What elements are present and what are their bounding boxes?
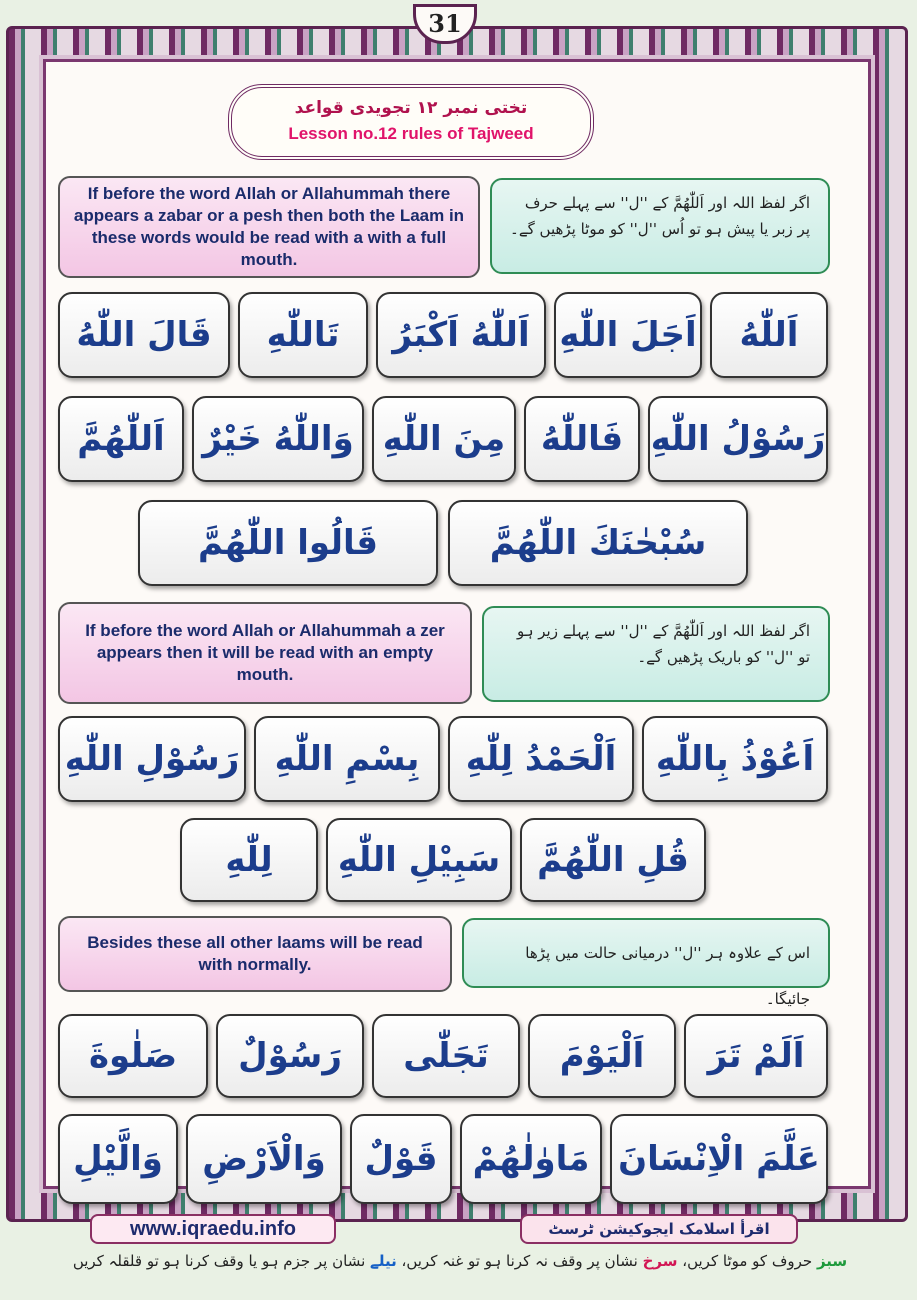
trust-name: اقرأ اسلامک ایجوکیشن ٹرسٹ bbox=[520, 1214, 798, 1244]
rule2-english: If before the word Allah or Allahummah a zer appears then it will be read with an empty mouth. bbox=[58, 602, 472, 704]
legend-green: سبز bbox=[816, 1252, 848, 1270]
rule3-english: Besides these all other laams will be read with normally. bbox=[58, 916, 452, 992]
word-card: تَاللّٰهِ bbox=[238, 292, 368, 378]
lesson-title-urdu: تختی نمبر ۱۲ تجویدی قواعد bbox=[294, 98, 528, 118]
lesson-title-plaque bbox=[228, 84, 594, 160]
word-card: قُلِ اللّٰهُمَّ bbox=[520, 818, 706, 902]
color-legend bbox=[60, 1252, 860, 1270]
rule1-urdu: اگر لفظ اللہ اور اَللّٰھُمَّ کے ''ل'' سے پہلے حرف پر زبر یا پیش ہو تو اُس ''ل'' کو موٹا پڑھیں گے۔ bbox=[490, 178, 830, 274]
word-card: سُبْحٰنَكَ اللّٰهُمَّ bbox=[448, 500, 748, 586]
word-card: اَللّٰهُ bbox=[710, 292, 828, 378]
word-card: اَجَلَ اللّٰهِ bbox=[554, 292, 702, 378]
rule3-urdu: اس کے علاوہ ہر ''ل'' درمیانی حالت میں پڑھا جائیگا۔ bbox=[462, 918, 830, 988]
legend-blue: نیلے bbox=[370, 1252, 397, 1270]
page-number: 31 bbox=[413, 4, 477, 44]
legend-blue-text: نشان پر جزم ہو یا وقف کرنا ہو تو قلقلہ کریں bbox=[72, 1252, 366, 1270]
word-card: رَسُوْلُ اللّٰهِ bbox=[648, 396, 828, 482]
word-card: رَسُوْلٌ bbox=[216, 1014, 364, 1098]
rule1-english: If before the word Allah or Allahummah there appears a zabar or a pesh then both the Laam in these words would be read with a with a full mouth. bbox=[58, 176, 480, 278]
legend-red: سرخ bbox=[642, 1252, 678, 1270]
word-card: فَاللّٰهُ bbox=[524, 396, 640, 482]
word-card: وَاللّٰهُ خَيْرٌ bbox=[192, 396, 364, 482]
word-card: لِلّٰهِ bbox=[180, 818, 318, 902]
word-card: اَللّٰهُ اَكْبَرُ bbox=[376, 292, 546, 378]
word-card: سَبِيْلِ اللّٰهِ bbox=[326, 818, 512, 902]
lesson-title-english: Lesson no.12 rules of Tajweed bbox=[288, 124, 534, 143]
word-card: قَالَ اللّٰهُ bbox=[58, 292, 230, 378]
word-card: مِنَ اللّٰهِ bbox=[372, 396, 516, 482]
word-card: تَجَلّٰى bbox=[372, 1014, 520, 1098]
word-card: اَلْحَمْدُ لِلّٰهِ bbox=[448, 716, 634, 802]
word-card: اَللّٰهُمَّ bbox=[58, 396, 184, 482]
word-card: رَسُوْلِ اللّٰهِ bbox=[58, 716, 246, 802]
website-link[interactable]: www.iqraedu.info bbox=[90, 1214, 336, 1244]
word-card: وَالْاَرْضِ bbox=[186, 1114, 342, 1204]
legend-green-text: حروف کو موٹا کریں، bbox=[682, 1252, 813, 1270]
word-card: صَلٰوةَ bbox=[58, 1014, 208, 1098]
word-card: عَلَّمَ الْاِنْسَانَ bbox=[610, 1114, 828, 1204]
word-card: وَالَّيْلِ bbox=[58, 1114, 178, 1204]
word-card: اَلَمْ تَرَ bbox=[684, 1014, 828, 1098]
word-card: قَالُوا اللّٰهُمَّ bbox=[138, 500, 438, 586]
word-card: مَاوٰلٰهُمْ bbox=[460, 1114, 602, 1204]
legend-red-text: نشان پر وقف نہ کرنا ہو تو غنہ کریں، bbox=[401, 1252, 638, 1270]
word-card: قَوْلٌ bbox=[350, 1114, 452, 1204]
word-card: اَلْيَوْمَ bbox=[528, 1014, 676, 1098]
word-card: اَعُوْذُ بِاللّٰهِ bbox=[642, 716, 828, 802]
word-card: بِسْمِ اللّٰهِ bbox=[254, 716, 440, 802]
rule2-urdu: اگر لفظ اللہ اور اَللّٰھُمَّ کے ''ل'' سے پہلے زیر ہو تو ''ل'' کو باریک پڑھیں گے۔ bbox=[482, 606, 830, 702]
